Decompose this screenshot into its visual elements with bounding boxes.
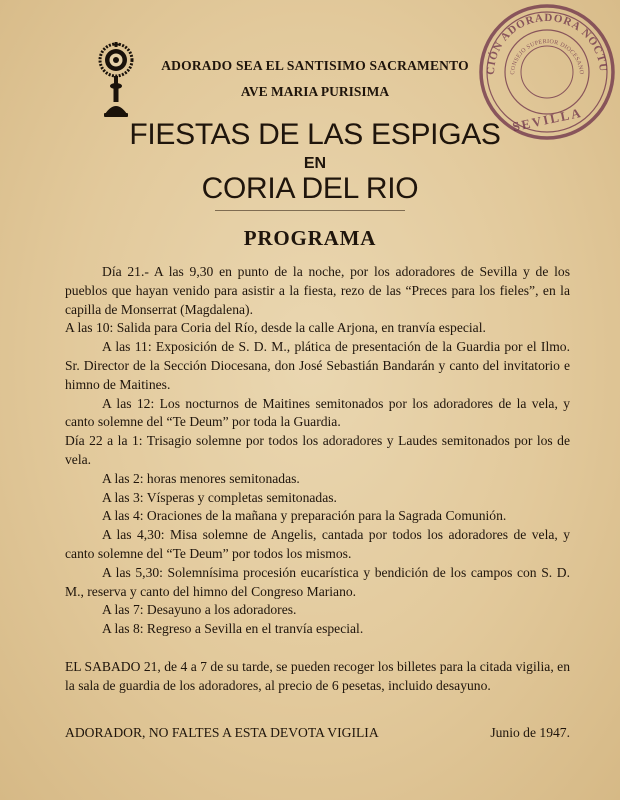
ticket-notice: EL SABADO 21, de 4 a 7 de su tarde, se pueden recoger los billetes para la citada vigilia, en la sala de guardia de los adoradores, al precio de 6 pesetas, incluido desayuno. xyxy=(65,658,570,693)
program-item: A las 5,30: Solemnísima procesión eucarística y bendición de los campos con S. D. M., reserva y canto del himno del Congreso Mariano. xyxy=(65,564,570,599)
section-title: PROGRAMA xyxy=(243,226,377,250)
program-item: A las 10: Salida para Coria del Río, desde la calle Arjona, en tranvía especial. xyxy=(65,320,486,336)
program-item: A las 3: Vísperas y completas semitonadas. xyxy=(102,489,337,505)
seal-city-text: SEVILLA xyxy=(510,104,584,135)
program-item: Día 22 a la 1: Trisagio solemne por todos los adoradores y Laudes semitonados por los de vela. xyxy=(65,433,570,467)
program-item: A las 4: Oraciones de la mañana y preparación para la Sagrada Comunión. xyxy=(102,508,507,524)
program-item: A las 12: Los nocturnos de Maitines semitonados por los adoradores de la vela, y canto solemne del “Te Deum” por toda la Guardia. xyxy=(65,395,570,430)
seal-inner-text: CONSEJO SUPERIOR DIOCESANO xyxy=(509,38,585,76)
title-underline xyxy=(215,210,405,211)
footer-motto: ADORADOR, NO FALTES A ESTA DEVOTA VIGILIA xyxy=(65,725,379,740)
footer-date: Junio de 1947. xyxy=(490,725,570,740)
monstrance-icon xyxy=(97,40,135,120)
document-title-line-1: FIESTAS DE LAS ESPIGAS xyxy=(129,118,501,151)
program-item: Día 21.- A las 9,30 en punto de la noche, por los adoradores de Sevilla y de los pueblos que hayan venido para asistir a la fiesta, rezo de las “Preces para los fieles”, en la capilla de Monserrat (Magdalena). xyxy=(65,264,570,317)
program-item: A las 7: Desayuno a los adoradores. xyxy=(102,602,297,618)
document-title-line-2: CORIA DEL RIO xyxy=(201,172,419,205)
seal-outer-text: CIÓN ADORADORA NOCTU xyxy=(484,11,610,76)
header-line-1: ADORADO SEA EL SANTISIMO SACRAMENTO xyxy=(161,58,469,73)
program-item: A las 11: Exposición de S. D. M., plática de presentación de la Guardia por el Ilmo. Sr. Director de la Sección Diocesana, don José Sebastián Bandarán y canto del invitatorio e himno de Maitines. xyxy=(65,339,570,392)
program-item: A las 4,30: Misa solemne de Angelis, cantada por todos los adoradores de vela, y canto solemne del “Te Deum” por todos los mismos. xyxy=(65,527,570,561)
program-body xyxy=(65,263,570,696)
header-line-2: AVE MARIA PURISIMA xyxy=(240,84,390,99)
spacer xyxy=(65,639,570,658)
program-item: A las 8: Regreso a Sevilla en el tranvía especial. xyxy=(102,621,364,637)
document-title-connector: EN xyxy=(303,155,327,172)
program-item: A las 2: horas menores semitonadas. xyxy=(102,470,300,486)
